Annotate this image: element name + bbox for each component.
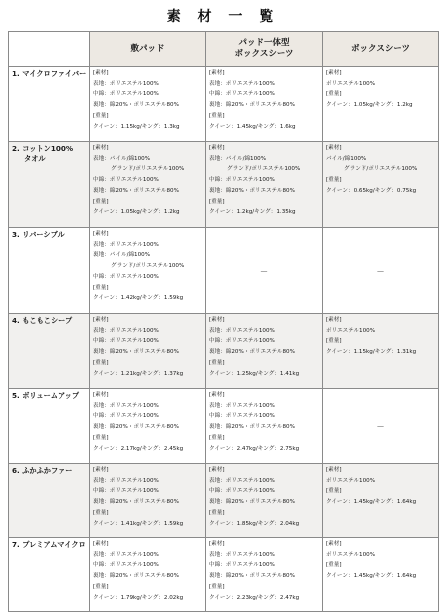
- spec-cell-c1: [90, 314, 206, 389]
- spec-line: 中綿：ポリエステル100%: [209, 91, 275, 98]
- materials-table: [8, 31, 439, 612]
- header-box-sheet: ボックスシーツ: [323, 32, 439, 67]
- spec-line: [重量]: [209, 583, 225, 590]
- spec-line: クイーン：1.05kg/キング：1.2kg: [326, 102, 413, 109]
- spec-line: クイーン：1.15kg/キング：1.3kg: [93, 123, 180, 130]
- spec-line: クイーン：1.2kg/キング：1.35kg: [209, 209, 296, 216]
- spec-line: クイーン：0.65kg/キング：0.75kg: [326, 187, 417, 194]
- spec-line: クイーン：1.45kg/キング：1.64kg: [326, 573, 417, 580]
- spec-line: 裏地：綿20%・ポリエステル80%: [93, 424, 179, 431]
- spec-line: 裏地：綿20%・ポリエステル80%: [93, 499, 179, 506]
- dash-mark: —: [260, 266, 268, 275]
- spec-line: グランド/ポリエステル100%: [227, 166, 301, 173]
- spec-line: [素材]: [93, 231, 109, 237]
- table-row: [9, 142, 439, 228]
- spec-line: 裏地：綿20%・ポリエステル80%: [209, 573, 295, 580]
- spec-line: [重量]: [209, 112, 225, 119]
- spec-line: [素材]: [93, 467, 109, 473]
- spec-line: 表地：ポリエステル100%: [93, 327, 159, 334]
- spec-line: [素材]: [326, 467, 342, 473]
- spec-line: クイーン：1.42kg/キング：1.59kg: [93, 295, 184, 302]
- dash-mark: —: [377, 422, 384, 430]
- spec-line: [素材]: [326, 317, 342, 323]
- product-name-cell: [9, 464, 90, 538]
- spec-line: [素材]: [326, 145, 342, 151]
- product-name: 1. マイクロファイバー: [12, 69, 87, 78]
- spec-line: 裏地：綿20%・ポリエステル80%: [209, 102, 295, 109]
- header-corner: [9, 32, 90, 67]
- product-name: 2. コットン100%: [12, 144, 74, 153]
- spec-cell-c2: [206, 538, 323, 612]
- spec-line: [重量]: [326, 488, 342, 495]
- spec-line: クイーン：1.41kg/キング：1.59kg: [93, 520, 184, 527]
- spec-line: [素材]: [93, 70, 109, 76]
- spec-line: 中綿：ポリエステル100%: [93, 413, 159, 420]
- spec-line: [重量]: [209, 198, 225, 205]
- spec-line: 表地：パイル/綿100%: [93, 155, 151, 162]
- spec-line: [素材]: [209, 392, 225, 398]
- spec-line: 裏地：綿20%・ポリエステル80%: [209, 424, 295, 431]
- table-row: [9, 228, 439, 314]
- spec-line: 裏地：綿20%・ポリエステル80%: [93, 573, 179, 580]
- spec-line: クイーン：1.25kg/キング：1.41kg: [209, 370, 300, 377]
- spec-line: 表地：ポリエステル100%: [93, 402, 159, 409]
- product-name-cell: [9, 228, 90, 314]
- spec-line: [素材]: [93, 541, 109, 547]
- spec-line: [重量]: [93, 359, 109, 366]
- spec-line: ポリエステル100%: [326, 80, 376, 87]
- spec-cell-c2: [206, 389, 323, 464]
- product-name: 6. ふかふかファー: [12, 466, 73, 475]
- spec-line: [重量]: [209, 359, 225, 366]
- product-name: 3. リバーシブル: [12, 230, 65, 239]
- spec-line: [素材]: [93, 145, 109, 151]
- spec-line: [重量]: [93, 198, 109, 205]
- spec-line: 表地：ポリエステル100%: [209, 402, 275, 409]
- product-name: 5. ボリュームアップ: [12, 391, 80, 400]
- header-pad-box-sheet-line2: ボックスシーツ: [234, 49, 294, 59]
- spec-cell-c1: [90, 67, 206, 142]
- spec-line: [素材]: [209, 317, 225, 323]
- spec-line: [重量]: [93, 583, 109, 590]
- spec-line: 中綿：ポリエステル100%: [93, 177, 159, 184]
- spec-line: [重量]: [93, 509, 109, 516]
- not-available-cell: [206, 228, 323, 314]
- table-row: [9, 389, 439, 464]
- spec-line: 裏地：パイル/綿100%: [93, 252, 151, 259]
- spec-line: 表地：ポリエステル100%: [93, 477, 159, 484]
- dash-mark: —: [377, 266, 384, 275]
- page-title: 素 材 一 覧: [166, 9, 280, 25]
- spec-line: [重量]: [326, 562, 342, 569]
- header-shiki-pad: 敷パッド: [90, 32, 206, 67]
- spec-line: 中綿：ポリエステル100%: [209, 413, 275, 420]
- spec-line: 裏地：綿20%・ポリエステル80%: [93, 102, 179, 109]
- table-row: [9, 464, 439, 538]
- spec-line: 中綿：ポリエステル100%: [93, 562, 159, 569]
- spec-cell-c3: [323, 142, 439, 228]
- table-row: [9, 314, 439, 389]
- spec-line: [重量]: [93, 284, 109, 291]
- spec-line: 表地：ポリエステル100%: [93, 551, 159, 558]
- product-name-cell: [9, 389, 90, 464]
- spec-line: ポリエステル100%: [326, 551, 376, 558]
- product-name-cell: [9, 142, 90, 228]
- spec-line: 中綿：ポリエステル100%: [93, 338, 159, 345]
- spec-line: 中綿：ポリエステル100%: [93, 91, 159, 98]
- spec-line: 表地：ポリエステル100%: [209, 477, 275, 484]
- spec-cell-c1: [90, 228, 206, 314]
- spec-line: [素材]: [93, 392, 109, 398]
- header-pad-box-sheet: [206, 32, 323, 67]
- spec-line: グランド/ポリエステル100%: [111, 263, 185, 270]
- spec-line: 表地：パイル/綿100%: [209, 155, 267, 162]
- spec-line: [重量]: [326, 177, 342, 184]
- spec-cell-c1: [90, 464, 206, 538]
- spec-line: [素材]: [209, 467, 225, 473]
- product-name-cell: [9, 538, 90, 612]
- spec-line: 中綿：ポリエステル100%: [209, 562, 275, 569]
- product-name: 4. もこもこシープ: [12, 316, 73, 325]
- spec-line: グランド/ポリエステル100%: [344, 166, 418, 173]
- spec-cell-c2: [206, 314, 323, 389]
- spec-line: クイーン：2.23kg/キング：2.47kg: [209, 594, 300, 601]
- product-name-line2: タオル: [24, 153, 46, 163]
- spec-line: [素材]: [209, 70, 225, 76]
- spec-cell-c3: [323, 464, 439, 538]
- spec-line: 中綿：ポリエステル100%: [93, 488, 159, 495]
- spec-line: 中綿：ポリエステル100%: [209, 488, 275, 495]
- product-name-cell: [9, 314, 90, 389]
- product-name: 7. プレミアムマイクロ: [12, 540, 86, 549]
- spec-cell-c1: [90, 142, 206, 228]
- spec-line: [素材]: [326, 541, 342, 547]
- spec-line: [素材]: [209, 541, 225, 547]
- spec-line: [重量]: [93, 112, 109, 119]
- spec-cell-c3: [323, 67, 439, 142]
- header-pad-box-sheet-line1: パッド一体型: [238, 38, 290, 48]
- not-available-cell: [323, 389, 439, 464]
- spec-cell-c1: [90, 538, 206, 612]
- spec-line: 裏地：綿20%・ポリエステル80%: [209, 349, 295, 356]
- product-name-cell: [9, 67, 90, 142]
- spec-line: クイーン：2.47kg/キング：2.75kg: [209, 445, 300, 452]
- spec-line: グランド/ポリエステル100%: [111, 166, 185, 173]
- spec-line: [重量]: [326, 338, 342, 345]
- header-row: [9, 32, 439, 67]
- spec-cell-c3: [323, 314, 439, 389]
- spec-line: 中綿：ポリエステル100%: [93, 273, 159, 280]
- spec-line: 中綿：ポリエステル100%: [209, 338, 275, 345]
- spec-line: クイーン：1.45kg/キング：1.64kg: [326, 499, 417, 506]
- spec-cell-c1: [90, 389, 206, 464]
- spec-line: クイーン：2.17kg/キング：2.45kg: [93, 445, 184, 452]
- not-available-cell: [323, 228, 439, 314]
- spec-line: 裏地：綿20%・ポリエステル80%: [209, 499, 295, 506]
- spec-line: 表地：ポリエステル100%: [93, 80, 159, 87]
- spec-line: クイーン：1.15kg/キング：1.31kg: [326, 349, 417, 356]
- spec-line: 裏地：綿20%・ポリエステル80%: [93, 349, 179, 356]
- spec-cell-c2: [206, 142, 323, 228]
- spec-line: 裏地：綿20%・ポリエステル80%: [209, 187, 295, 194]
- spec-line: クイーン：1.79kg/キング：2.02kg: [93, 594, 184, 601]
- spec-line: [素材]: [209, 145, 225, 151]
- spec-line: クイーン：1.85kg/キング：2.04kg: [209, 520, 300, 527]
- spec-line: 表地：ポリエステル100%: [209, 551, 275, 558]
- table-row: [9, 67, 439, 142]
- spec-line: ポリエステル100%: [326, 327, 376, 334]
- spec-cell-c2: [206, 67, 323, 142]
- table-row: [9, 538, 439, 612]
- spec-line: 表地：ポリエステル100%: [93, 241, 159, 248]
- spec-line: [重量]: [326, 91, 342, 98]
- spec-line: 表地：ポリエステル100%: [209, 80, 275, 87]
- spec-line: クイーン：1.21kg/キング：1.37kg: [93, 370, 184, 377]
- spec-line: [重量]: [209, 509, 225, 516]
- spec-line: パイル/綿100%: [326, 155, 367, 162]
- spec-line: 中綿：ポリエステル100%: [209, 177, 275, 184]
- spec-line: [重量]: [209, 434, 225, 441]
- spec-line: クイーン：1.45kg/キング：1.6kg: [209, 123, 296, 130]
- spec-cell-c3: [323, 538, 439, 612]
- spec-line: [素材]: [326, 70, 342, 76]
- spec-cell-c2: [206, 464, 323, 538]
- spec-line: [重量]: [93, 434, 109, 441]
- spec-line: ポリエステル100%: [326, 477, 376, 484]
- spec-line: 裏地：綿20%・ポリエステル80%: [93, 187, 179, 194]
- spec-line: 表地：ポリエステル100%: [209, 327, 275, 334]
- spec-line: クイーン：1.05kg/キング：1.2kg: [93, 209, 180, 216]
- spec-line: [素材]: [93, 317, 109, 323]
